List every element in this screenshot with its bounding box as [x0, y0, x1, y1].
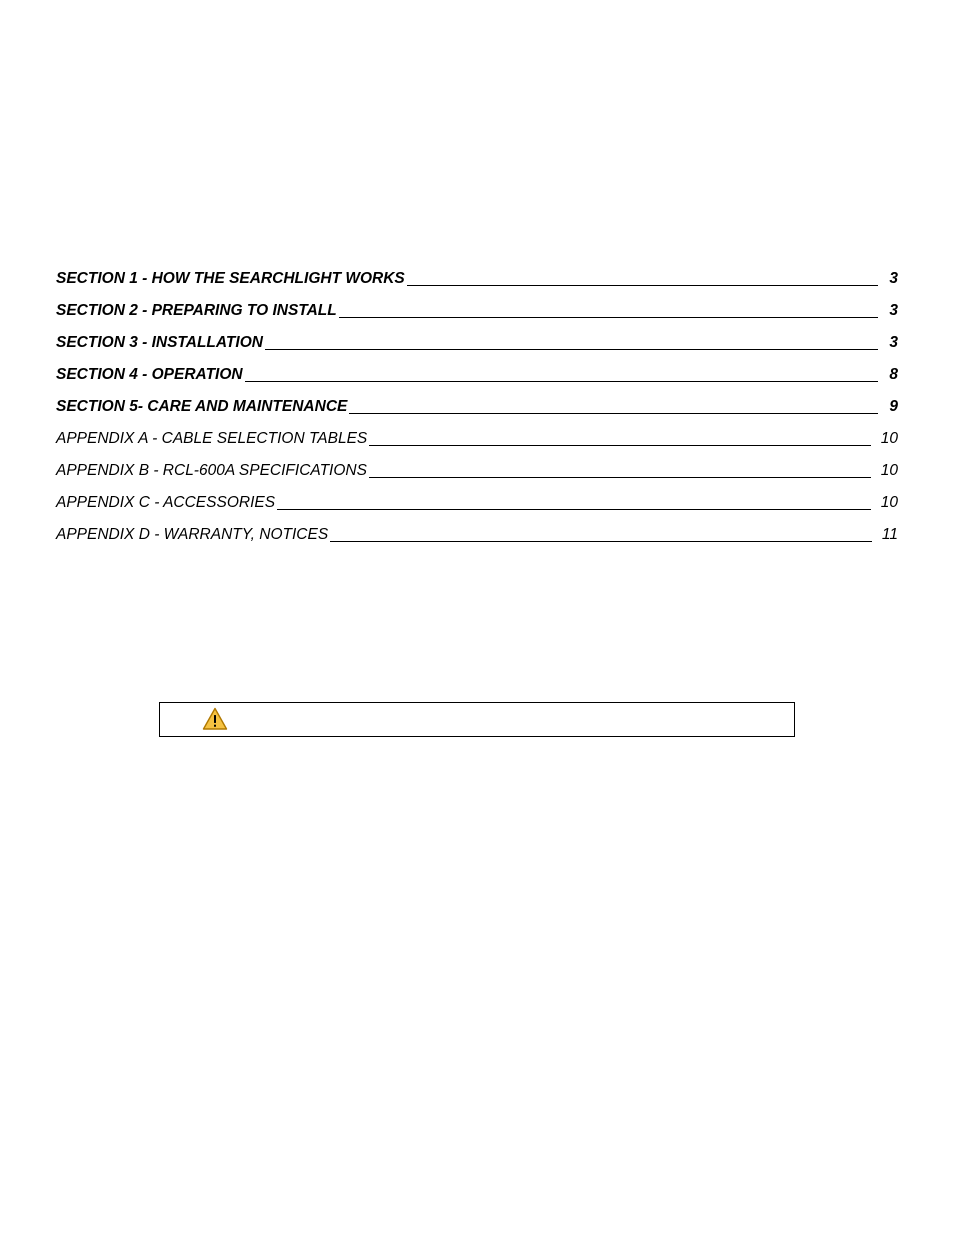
toc-entry-page: 3 — [889, 334, 898, 351]
toc-entry-section-2[interactable] — [56, 290, 898, 322]
toc-entry-title: APPENDIX D - WARRANTY, NOTICES — [56, 526, 329, 543]
toc-entry-title: APPENDIX B - RCL-600A SPECIFICATIONS — [56, 462, 367, 479]
toc-entry-title: SECTION 1 - HOW THE SEARCHLIGHT WORKS — [56, 270, 405, 287]
toc-leader-line — [369, 476, 871, 478]
toc-entry-page: 3 — [889, 302, 898, 319]
toc-entry-page: 10 — [880, 430, 898, 447]
toc-entry-appendix-c[interactable] — [56, 482, 898, 514]
toc-entry-page: 3 — [889, 270, 898, 287]
toc-entry-section-3[interactable] — [56, 322, 898, 354]
toc-entry-title: SECTION 2 - PREPARING TO INSTALL — [56, 302, 337, 319]
toc-entry-page: 11 — [881, 526, 898, 543]
toc-entry-title: APPENDIX A - CABLE SELECTION TABLES — [56, 430, 368, 447]
toc-entry-page: 8 — [889, 366, 898, 383]
toc-leader-line — [265, 348, 878, 350]
toc-entry-page: 9 — [889, 398, 898, 415]
toc-entry-section-5[interactable] — [56, 386, 898, 418]
toc-entry-appendix-b[interactable] — [56, 450, 898, 482]
warning-box — [159, 702, 795, 737]
toc-leader-line — [339, 316, 878, 318]
table-of-contents — [56, 258, 898, 546]
toc-leader-line — [245, 380, 878, 382]
toc-entry-title: APPENDIX C - ACCESSORIES — [56, 494, 276, 511]
toc-leader-line — [349, 412, 878, 414]
toc-entry-title: SECTION 3 - INSTALLATION — [56, 334, 263, 351]
warning-triangle-icon — [202, 707, 228, 731]
toc-leader-line — [277, 508, 871, 510]
toc-entry-title: SECTION 4 - OPERATION — [56, 366, 243, 383]
toc-entry-appendix-d[interactable] — [56, 514, 898, 546]
toc-entry-section-4[interactable] — [56, 354, 898, 386]
toc-leader-line — [407, 284, 878, 286]
toc-leader-line — [369, 444, 871, 446]
toc-entry-page: 10 — [880, 462, 898, 479]
toc-leader-line — [330, 540, 872, 542]
toc-entry-title: SECTION 5- CARE AND MAINTENANCE — [56, 398, 348, 415]
toc-entry-page: 10 — [880, 494, 898, 511]
toc-entry-section-1[interactable] — [56, 258, 898, 290]
toc-entry-appendix-a[interactable] — [56, 418, 898, 450]
